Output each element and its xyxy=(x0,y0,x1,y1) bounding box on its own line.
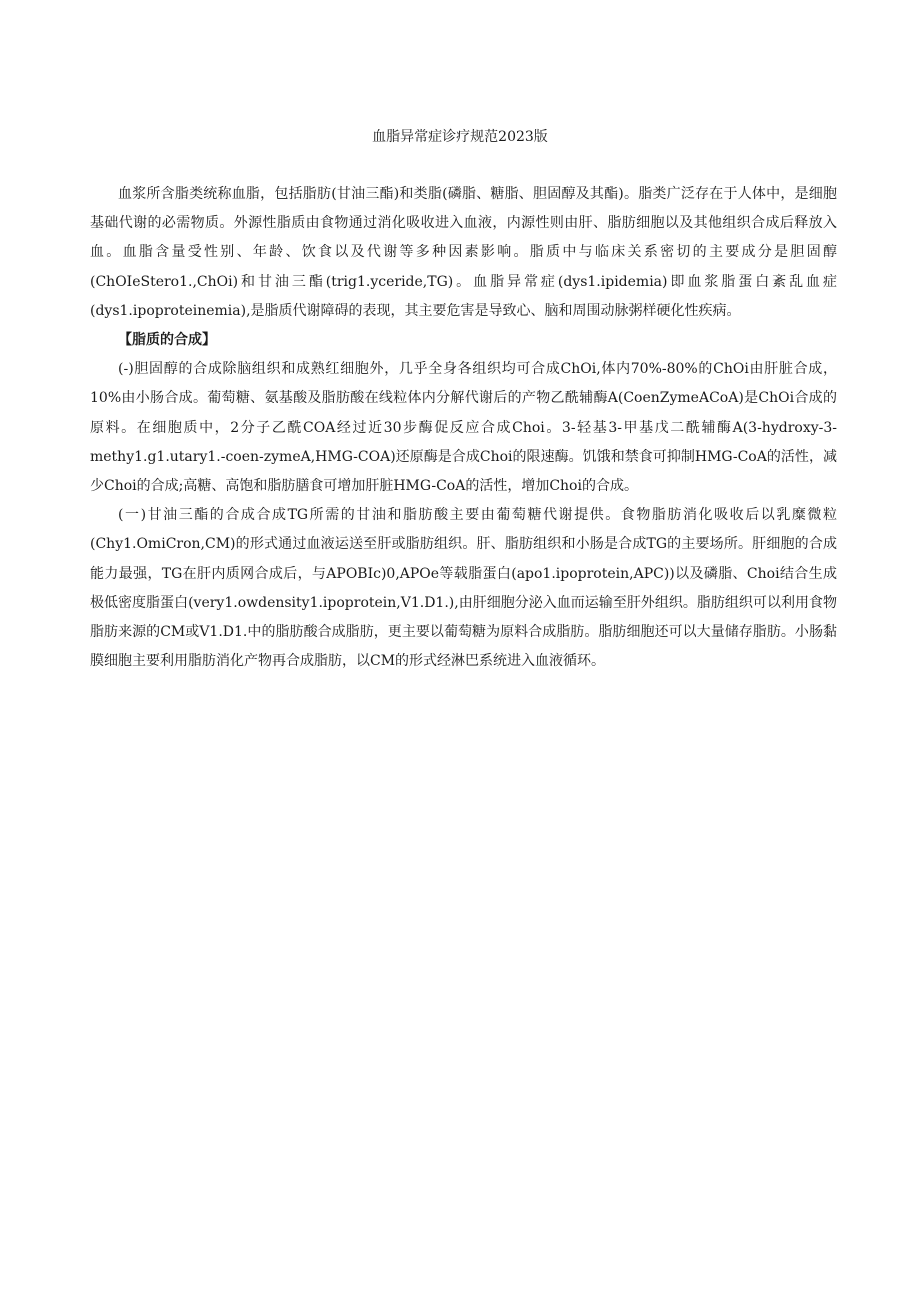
cholesterol-synthesis-paragraph: (-)胆固醇的合成除脑组织和成熟红细胞外，几乎全身各组织均可合成ChOi,体内70%-80%的ChOi由肝脏合成，10%由小肠合成。葡萄糖、氨基酸及脂肪酸在线粒体内分解代谢后的产物乙酰辅酶A(CoenZymeACoA)是ChOi合成的原料。在细胞质中，2分子乙酰COA经过近30步酶促反应合成Choi。3-轻基3-甲基戊二酰辅酶A(3-hydroxy-3-methy1.g1.utary1.-coen-zymeA,HMG-COA)还原酶是合成Choi的限速酶。饥饿和禁食可抑制HMG-CoA的活性，减少Choi的合成;高糖、高饱和脂肪膳食可增加肝脏HMG-CoA的活性，增加Choi的合成。 xyxy=(90,361,837,495)
document-title: 血脂异常症诊疗规范2023版 xyxy=(372,129,548,145)
triglyceride-synthesis-paragraph: (一)甘油三酯的合成合成TG所需的甘油和脂肪酸主要由葡萄糖代谢提供。食物脂肪消化吸收后以乳糜微粒(Chy1.OmiCron,CM)的形式通过血液运送至肝或脂肪组织。肝、脂肪组织和小肠是合成TG的主要场所。肝细胞的合成能力最强，TG在肝内质网合成后，与APOBIc)0,APOe等载脂蛋白(apo1.ipoprotein,APC))以及磷脂、Choi结合生成极低密度脂蛋白(very1.owdensity1.ipoprotein,V1.D1.),由肝细胞分泌入血而运输至肝外组织。脂肪组织可以利用食物脂肪来源的CM或V1.D1.中的脂肪酸合成脂肪，更主要以葡萄糖为原料合成脂肪。脂肪细胞还可以大量储存脂肪。小肠黏膜细胞主要利用脂肪消化产物再合成脂肪，以CM的形式经淋巴系统进入血液循环。 xyxy=(90,507,837,670)
section-heading: 【脂质的合成】 xyxy=(118,332,216,349)
document-body xyxy=(90,180,837,676)
intro-paragraph: 血浆所含脂类统称血脂，包括脂肪(甘油三酯)和类脂(磷脂、糖脂、胆固醇及其酯)。脂类广泛存在于人体中，是细胞基础代谢的必需物质。外源性脂质由食物通过消化吸收进入血液，内源性则由肝、脂肪细胞以及其他组织合成后释放入血。血脂含量受性别、年龄、饮食以及代谢等多种因素影响。脂质中与临床关系密切的主要成分是胆固醇(ChOIeStero1.,ChOi)和甘油三酯(trig1.yceride,TG)。血脂异常症(dys1.ipidemia)即血浆脂蛋白紊乱血症(dys1.ipoproteinemia),是脂质代谢障碍的表现，其主要危害是导致心、脑和周围动脉粥样硬化性疾病。 xyxy=(90,186,837,319)
